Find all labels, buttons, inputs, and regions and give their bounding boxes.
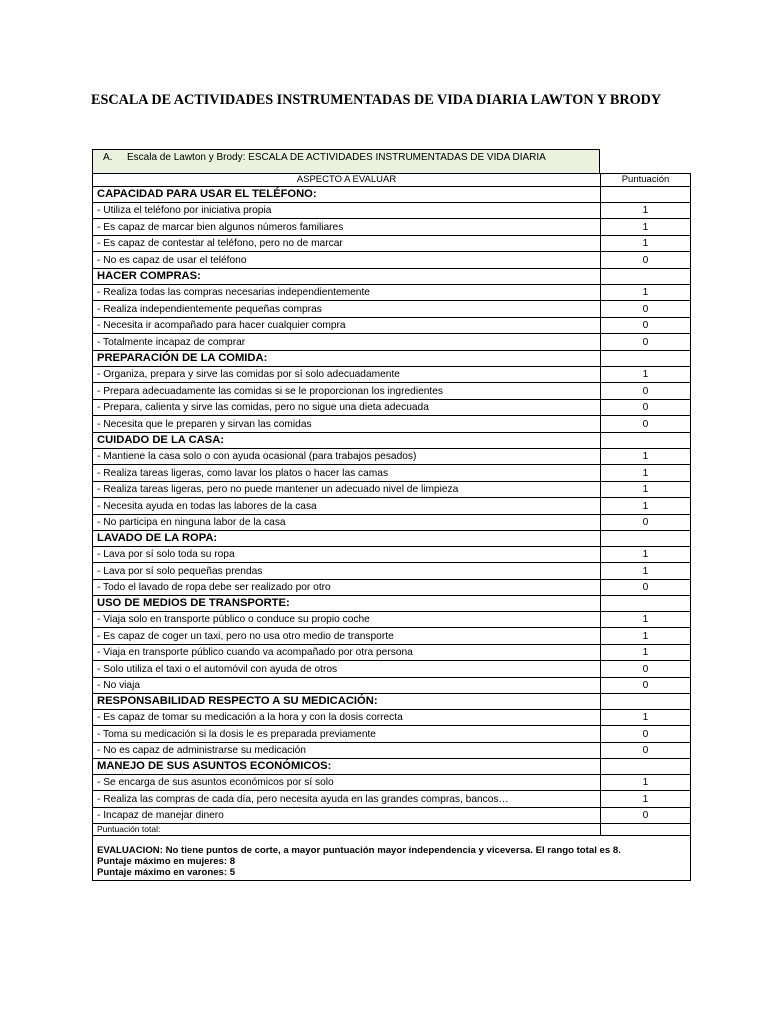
table-row [93, 678, 691, 694]
item-score: 1 [601, 563, 691, 580]
section-title: RESPONSABILIDAD RESPECTO A SU MEDICACIÓN: [93, 694, 601, 710]
column-header-aspect: ASPECTO A EVALUAR [93, 174, 601, 187]
item-description: - Es capaz de tomar su medicación a la hora y con la dosis correcta [93, 710, 601, 726]
item-description: - Incapaz de manejar dinero [93, 808, 601, 824]
table-row [93, 334, 691, 351]
item-description: - No es capaz de administrarse su medicación [93, 743, 601, 759]
item-score: 0 [601, 661, 691, 678]
section-row [93, 433, 691, 449]
table-row [93, 775, 691, 791]
section-row [93, 596, 691, 612]
item-description: - Utiliza el teléfono por iniciativa propia [93, 203, 601, 219]
table-row [93, 791, 691, 808]
section-title: CUIDADO DE LA CASA: [93, 433, 601, 449]
section-title: USO DE MEDIOS DE TRANSPORTE: [93, 596, 601, 612]
section-score-empty [601, 759, 691, 775]
evaluation-line: Puntaje máximo en mujeres: 8 [97, 856, 236, 867]
item-description: - No participa en ninguna labor de la casa [93, 515, 601, 531]
table-row [93, 710, 691, 726]
item-score: 1 [601, 285, 691, 301]
table-row [93, 547, 691, 563]
item-score: 0 [601, 318, 691, 334]
item-score: 1 [601, 498, 691, 515]
item-description: - Toma su medicación si la dosis le es preparada previamente [93, 726, 601, 743]
section-title: PREPARACIÓN DE LA COMIDA: [93, 351, 601, 367]
item-score: 1 [601, 449, 691, 465]
item-score: 0 [601, 334, 691, 351]
table-row [93, 726, 691, 743]
item-description: - Mantiene la casa solo o con ayuda ocasional (para trabajos pesados) [93, 449, 601, 465]
item-description: - No es capaz de usar el teléfono [93, 252, 601, 269]
item-score: 1 [601, 612, 691, 628]
item-description: - Es capaz de contestar al teléfono, pero no de marcar [93, 236, 601, 252]
table-row [93, 236, 691, 252]
item-score: 0 [601, 678, 691, 694]
section-score-empty [601, 351, 691, 367]
item-score: 1 [601, 645, 691, 661]
item-score: 0 [601, 400, 691, 416]
item-score: 0 [601, 416, 691, 433]
section-row [93, 759, 691, 775]
evaluation-line: Puntaje máximo en varones: 5 [97, 867, 236, 878]
item-score: 0 [601, 515, 691, 531]
item-score: 1 [601, 628, 691, 645]
section-row [93, 694, 691, 710]
item-score: 0 [601, 301, 691, 318]
table-row [93, 743, 691, 759]
item-description: - No viaja [93, 678, 601, 694]
item-score: 1 [601, 203, 691, 219]
item-score: 1 [601, 367, 691, 383]
total-label: Puntuación total: [93, 824, 601, 836]
table-row [93, 645, 691, 661]
item-score: 1 [601, 710, 691, 726]
item-description: - Es capaz de marcar bien algunos números familiares [93, 219, 601, 236]
item-description: - Realiza tareas ligeras, pero no puede mantener un adecuado nivel de limpieza [93, 482, 601, 498]
item-score: 0 [601, 252, 691, 269]
evaluation-row [93, 836, 691, 881]
table-row [93, 612, 691, 628]
evaluation-note [93, 836, 691, 881]
section-title: MANEJO DE SUS ASUNTOS ECONÓMICOS: [93, 759, 601, 775]
item-score: 0 [601, 383, 691, 400]
table-row [93, 580, 691, 596]
section-score-empty [601, 596, 691, 612]
item-description: - Realiza las compras de cada día, pero necesita ayuda en las grandes compras, bancos… [93, 791, 601, 808]
scale-heading-box [92, 149, 600, 174]
table-row [93, 563, 691, 580]
item-description: - Viaja solo en transporte público o conduce su propio coche [93, 612, 601, 628]
evaluation-table [92, 173, 691, 881]
section-title: HACER COMPRAS: [93, 269, 601, 285]
table-row [93, 219, 691, 236]
table-row [93, 203, 691, 219]
item-score: 1 [601, 236, 691, 252]
table-row [93, 515, 691, 531]
section-row [93, 187, 691, 203]
column-header-score: Puntuación [601, 174, 691, 187]
item-description: - Viaja en transporte público cuando va acompañado por otra persona [93, 645, 601, 661]
table-row [93, 400, 691, 416]
item-description: - Es capaz de coger un taxi, pero no usa otro medio de transporte [93, 628, 601, 645]
item-description: - Lava por sí solo toda su ropa [93, 547, 601, 563]
item-description: - Realiza tareas ligeras, como lavar los platos o hacer las camas [93, 465, 601, 482]
table-row [93, 465, 691, 482]
document-title: ESCALA DE ACTIVIDADES INSTRUMENTADAS DE VIDA DIARIA LAWTON Y BRODY [91, 92, 662, 108]
section-score-empty [601, 694, 691, 710]
table-row [93, 628, 691, 645]
section-row [93, 351, 691, 367]
item-score: 0 [601, 580, 691, 596]
item-score: 0 [601, 743, 691, 759]
item-score: 1 [601, 791, 691, 808]
table-row [93, 318, 691, 334]
item-score: 1 [601, 219, 691, 236]
table-row [93, 808, 691, 824]
item-description: - Realiza independientemente pequeñas compras [93, 301, 601, 318]
item-description: - Prepara, calienta y sirve las comidas, pero no sigue una dieta adecuada [93, 400, 601, 416]
item-description: - Realiza todas las compras necesarias independientemente [93, 285, 601, 301]
table-row [93, 252, 691, 269]
item-description: - Necesita ayuda en todas las labores de la casa [93, 498, 601, 515]
item-score: 1 [601, 482, 691, 498]
section-score-empty [601, 433, 691, 449]
item-score: 1 [601, 547, 691, 563]
section-title: CAPACIDAD PARA USAR EL TELÉFONO: [93, 187, 601, 203]
item-score: 0 [601, 726, 691, 743]
evaluation-line: EVALUACION: No tiene puntos de corte, a mayor puntuación mayor independencia y viceversa. El rango total es 8. [97, 845, 621, 856]
table-row [93, 498, 691, 515]
item-description: - Lava por sí solo pequeñas prendas [93, 563, 601, 580]
table-row [93, 449, 691, 465]
item-description: - Necesita que le preparen y sirvan las comidas [93, 416, 601, 433]
item-score: 0 [601, 808, 691, 824]
item-description: - Totalmente incapaz de comprar [93, 334, 601, 351]
item-description: - Solo utiliza el taxi o el automóvil con ayuda de otros [93, 661, 601, 678]
item-score: 1 [601, 775, 691, 791]
section-score-empty [601, 269, 691, 285]
table-row [93, 661, 691, 678]
item-description: - Prepara adecuadamente las comidas si se le proporcionan los ingredientes [93, 383, 601, 400]
table-row [93, 482, 691, 498]
table-row [93, 301, 691, 318]
scale-heading-text: Escala de Lawton y Brody: ESCALA DE ACTIVIDADES INSTRUMENTADAS DE VIDA DIARIA [127, 152, 546, 163]
item-description: - Se encarga de sus asuntos económicos por sí solo [93, 775, 601, 791]
item-description: - Organiza, prepara y sirve las comidas por sí solo adecuadamente [93, 367, 601, 383]
section-letter: A. [103, 152, 113, 163]
section-row [93, 531, 691, 547]
table-row [93, 367, 691, 383]
table-row [93, 416, 691, 433]
section-score-empty [601, 531, 691, 547]
table-row [93, 383, 691, 400]
section-row [93, 269, 691, 285]
total-score-empty [601, 824, 691, 836]
item-description: - Necesita ir acompañado para hacer cualquier compra [93, 318, 601, 334]
table-header-row [93, 174, 691, 187]
section-score-empty [601, 187, 691, 203]
section-title: LAVADO DE LA ROPA: [93, 531, 601, 547]
total-row [93, 824, 691, 836]
table-row [93, 285, 691, 301]
item-description: - Todo el lavado de ropa debe ser realizado por otro [93, 580, 601, 596]
item-score: 1 [601, 465, 691, 482]
